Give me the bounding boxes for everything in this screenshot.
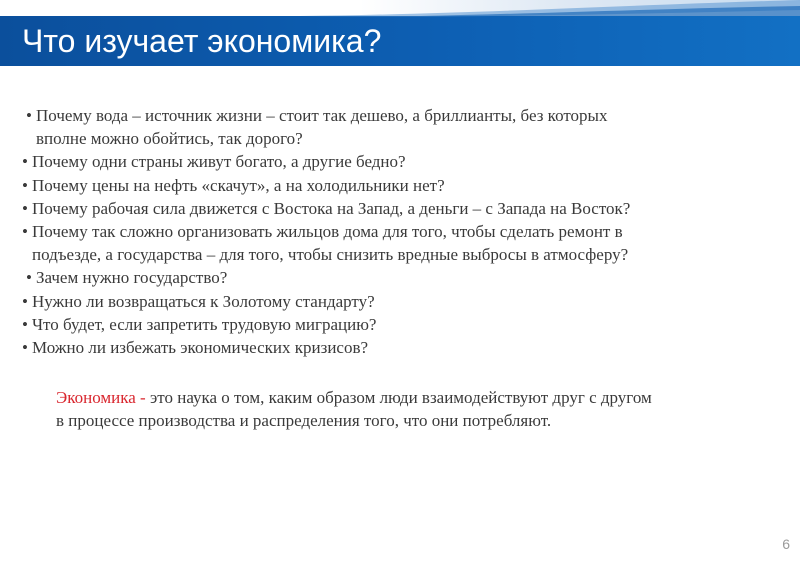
definition-text: это наука о том, каким образом люди взаимодействуют друг с другом xyxy=(149,388,652,407)
list-item-text: Зачем нужно государство? xyxy=(36,268,228,288)
list-item-text: Почему вода – источник жизни – стоит так дешево, а бриллианты, без которых xyxy=(36,106,608,125)
slide-title: Что изучает экономика? xyxy=(22,23,382,59)
list-item-text-continued: вполне можно обойтись, так дорого? xyxy=(36,129,303,149)
definition-term: Экономика xyxy=(56,388,136,407)
definition-text-continued: в процессе производства и распределения того, что они потребляют. xyxy=(56,411,552,431)
list-item-text: Почему одни страны живут богато, а другие бедно? xyxy=(32,152,406,172)
list-item-text: Нужно ли возвращаться к Золотому стандарту? xyxy=(32,291,375,311)
list-item xyxy=(22,313,792,336)
list-item-text: Что будет, если запретить трудовую миграцию? xyxy=(32,314,377,334)
list-item xyxy=(22,220,792,266)
list-item xyxy=(22,174,792,197)
list-item xyxy=(22,266,792,289)
list-item-text: Почему цены на нефть «скачут», а на холодильники нет? xyxy=(32,175,445,195)
list-item xyxy=(22,150,792,173)
slide-header xyxy=(0,0,800,66)
slide-content xyxy=(22,104,792,359)
list-item-text: Почему так сложно организовать жильцов дома для того, чтобы сделать ремонт в xyxy=(32,222,623,242)
list-item xyxy=(22,197,792,220)
list-item xyxy=(22,336,792,359)
definition-block xyxy=(56,386,756,432)
list-item xyxy=(22,104,792,150)
list-item-text: Можно ли избежать экономических кризисов? xyxy=(32,338,369,358)
definition-separator: - xyxy=(135,388,150,407)
list-item-text-continued: подъезде, а государства – для того, чтобы снизить вредные выбросы в атмосферу? xyxy=(32,245,629,265)
list-item xyxy=(22,290,792,313)
list-item-text: Почему рабочая сила движется с Востока на Запад, а деньги – с Запада на Восток? xyxy=(32,198,631,218)
page-number: 6 xyxy=(782,536,790,552)
question-list xyxy=(22,104,792,359)
